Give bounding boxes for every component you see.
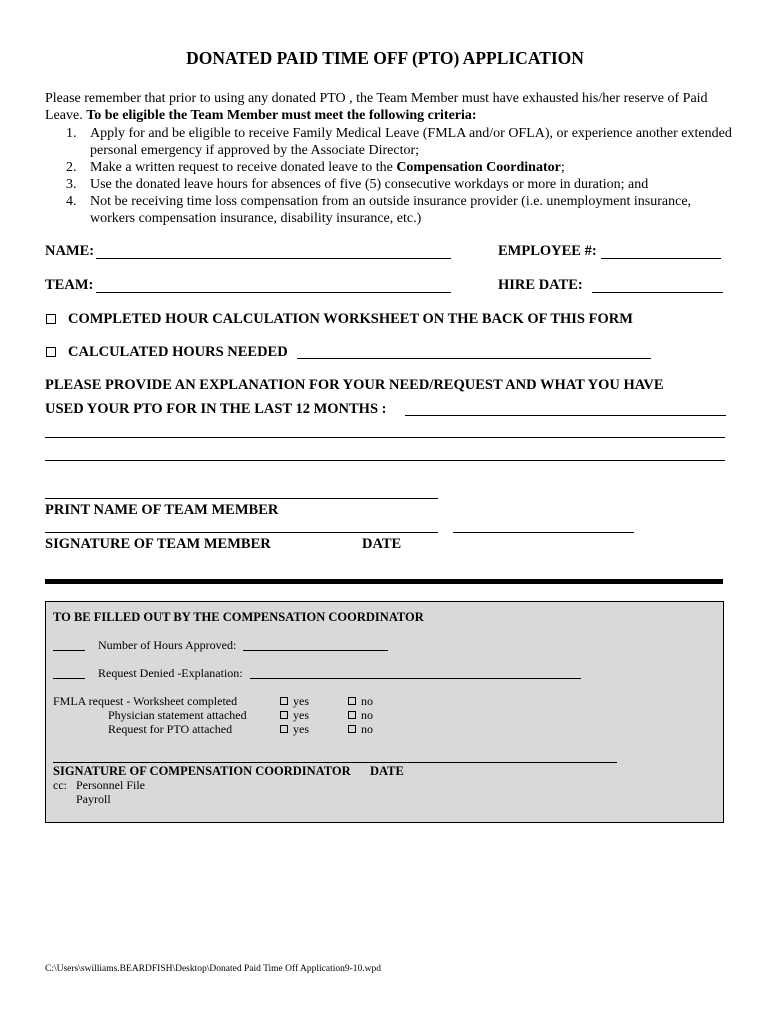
employee-number-label: EMPLOYEE #:: [498, 243, 597, 259]
coordinator-heading: TO BE FILLED OUT BY THE COMPENSATION COORDINATOR: [53, 610, 424, 624]
explanation-prompt-line2: USED YOUR PTO FOR IN THE LAST 12 MONTHS :: [45, 401, 387, 417]
page-title: DONATED PAID TIME OFF (PTO) APPLICATION: [186, 48, 584, 68]
fmla-yes-option: yes: [280, 694, 309, 709]
fmla-row-label: Physician statement attached: [108, 708, 247, 722]
criteria-lead: To be eligible the Team Member must meet the following criteria:: [86, 108, 477, 123]
criteria-list: [62, 125, 732, 227]
hours-needed-checkbox-row: [46, 344, 288, 361]
criteria-item: 1. Apply for and be eligible to receive Family Medical Leave (FMLA and/or OFLA), or experience another extended personal emergency if approved by the Associate Director;: [66, 126, 732, 158]
criteria-item: 3. Use the donated leave hours for absences of five (5) consecutive workdays or more in duration; and: [66, 177, 649, 192]
fmla-row-label: FMLA request - Worksheet completed: [53, 694, 238, 708]
no-checkbox[interactable]: [348, 697, 356, 705]
intro-paragraph: [45, 90, 735, 124]
explanation-field-line[interactable]: [45, 437, 725, 438]
print-name-field[interactable]: [45, 498, 438, 499]
date-label: DATE: [362, 536, 402, 552]
coordinator-section: [45, 601, 724, 823]
no-checkbox[interactable]: [348, 725, 356, 733]
explanation-field-line[interactable]: [405, 415, 726, 416]
signature-field[interactable]: [45, 532, 438, 533]
team-field[interactable]: [96, 292, 451, 293]
cc-label: cc:: [53, 778, 67, 792]
hours-needed-field[interactable]: [297, 358, 651, 359]
fmla-no-option: no: [348, 694, 373, 709]
yes-checkbox[interactable]: [280, 725, 288, 733]
team-label: TEAM:: [45, 277, 94, 293]
name-field[interactable]: [96, 258, 451, 259]
criteria-item: 4. Not be receiving time loss compensation from an outside insurance provider (i.e. unemployment insurance, workers compensation insurance, disability insurance, etc.): [66, 194, 692, 226]
yes-checkbox[interactable]: [280, 697, 288, 705]
file-path-footer: C:\Users\swilliams.BEARDFISH\Desktop\Donated Paid Time Off Application9-10.wpd: [45, 964, 382, 974]
worksheet-checkbox[interactable]: [46, 314, 56, 324]
hours-approved-label: Number of Hours Approved:: [98, 638, 237, 652]
fmla-no-option: no: [348, 722, 373, 737]
hours-needed-checkbox[interactable]: [46, 347, 56, 357]
hours-approved-field[interactable]: [243, 650, 388, 651]
fmla-row-label: Request for PTO attached: [108, 722, 233, 736]
worksheet-label: COMPLETED HOUR CALCULATION WORKSHEET ON THE BACK OF THIS FORM: [68, 311, 633, 327]
request-denied-label: Request Denied -Explanation:: [98, 666, 243, 680]
hire-date-field[interactable]: [592, 292, 723, 293]
criteria-item: 2. Make a written request to receive donated leave to the Compensation Coordinator;: [66, 160, 565, 175]
date-field[interactable]: [453, 532, 634, 533]
hours-approved-check-line[interactable]: [53, 650, 85, 651]
name-label: NAME:: [45, 243, 95, 259]
intro-text: Please remember that prior to using any donated PTO , the Team Member must have exhausted his/her reserve of Paid Leave.: [45, 91, 708, 123]
worksheet-checkbox-row: [46, 311, 633, 328]
explanation-prompt-line1: PLEASE PROVIDE AN EXPLANATION FOR YOUR NEED/REQUEST AND WHAT YOU HAVE: [45, 377, 664, 393]
signature-label: SIGNATURE OF TEAM MEMBER: [45, 536, 271, 552]
hire-date-label: HIRE DATE:: [498, 277, 583, 293]
section-divider: [45, 579, 723, 584]
request-denied-field[interactable]: [250, 678, 581, 679]
hours-needed-label: CALCULATED HOURS NEEDED: [68, 344, 288, 360]
fmla-no-option: no: [348, 708, 373, 723]
explanation-field-line[interactable]: [45, 460, 725, 461]
employee-number-field[interactable]: [601, 258, 721, 259]
fmla-yes-option: yes: [280, 708, 309, 723]
yes-checkbox[interactable]: [280, 711, 288, 719]
coordinator-signature-label: SIGNATURE OF COMPENSATION COORDINATOR: [53, 764, 351, 778]
request-denied-check-line[interactable]: [53, 678, 85, 679]
print-name-label: PRINT NAME OF TEAM MEMBER: [45, 502, 279, 518]
cc-item: Payroll: [76, 792, 111, 806]
cc-item: Personnel File: [76, 778, 145, 792]
coordinator-signature-field[interactable]: [53, 762, 617, 763]
no-checkbox[interactable]: [348, 711, 356, 719]
coordinator-date-label: DATE: [370, 764, 404, 778]
fmla-yes-option: yes: [280, 722, 309, 737]
